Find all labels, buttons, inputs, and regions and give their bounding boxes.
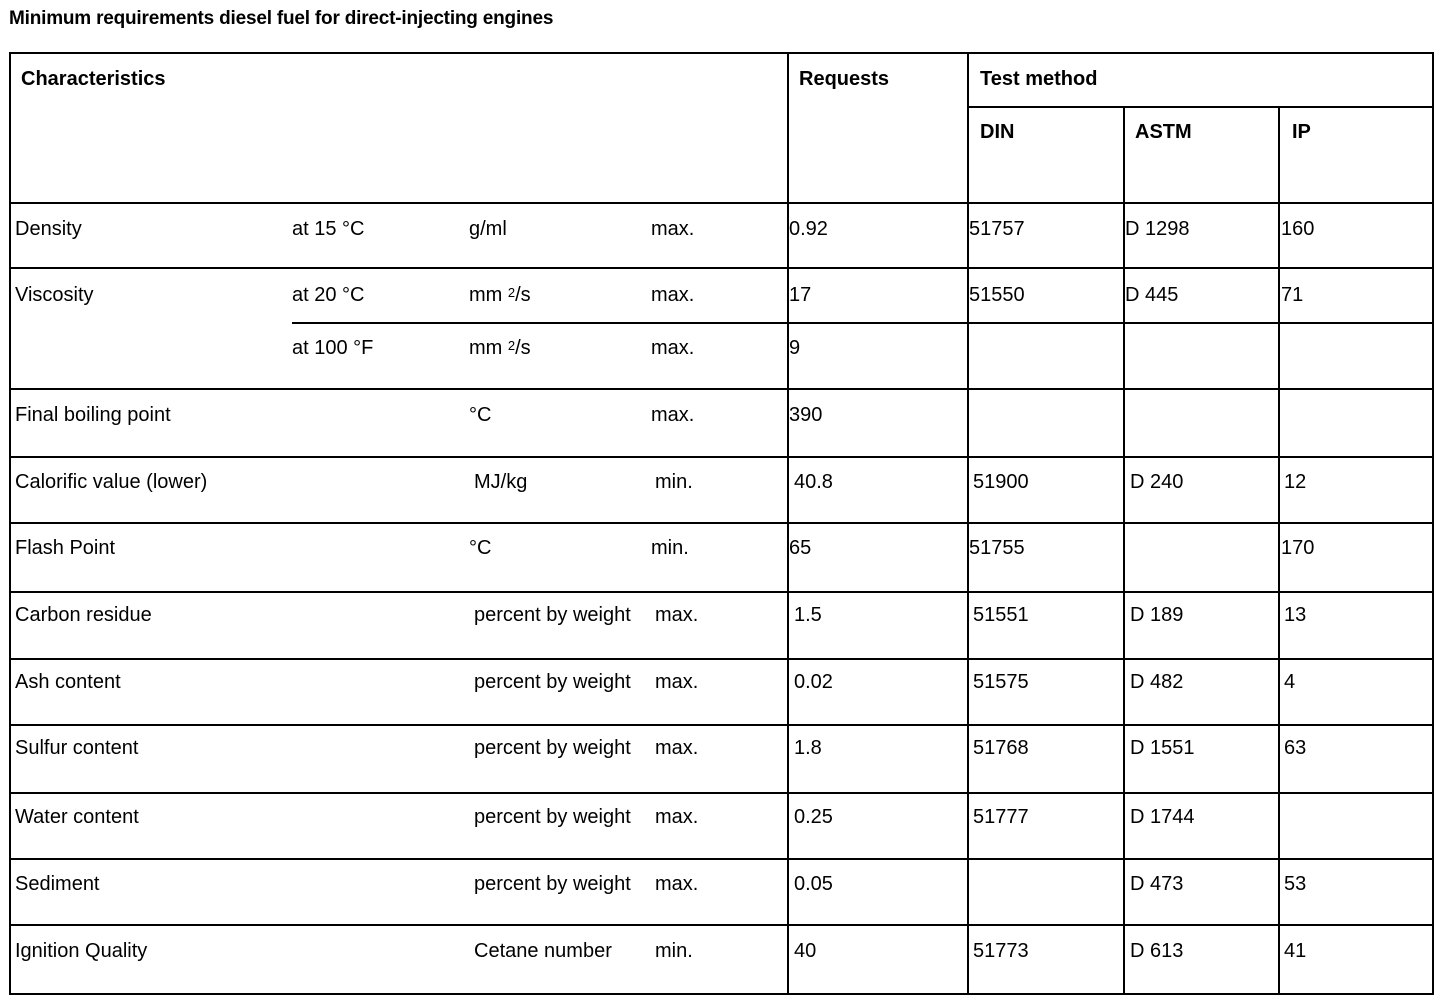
- row-astm: D 482: [1130, 671, 1184, 693]
- row-astm: D 189: [1130, 604, 1184, 626]
- row-name: Carbon residue: [15, 604, 152, 626]
- header-ip: IP: [1292, 121, 1311, 143]
- row-name: Flash Point: [15, 537, 116, 559]
- row-line: [9, 724, 1434, 726]
- row-din: 51551: [973, 604, 1029, 626]
- header-din: DIN: [980, 121, 1015, 143]
- row-unit: percent by weight: [474, 873, 631, 895]
- row-request-value: 1.8: [794, 737, 822, 759]
- header-characteristics: Characteristics: [21, 68, 166, 90]
- document-title: Minimum requirements diesel fuel for direct-injecting engines: [9, 8, 554, 29]
- row-name: Final boiling point: [15, 404, 171, 426]
- row-limit: max.: [651, 218, 695, 240]
- row-din: 51777: [973, 806, 1029, 828]
- row-din: 51755: [969, 537, 1025, 559]
- table-border-right: [1432, 52, 1434, 995]
- row-limit: max.: [651, 284, 695, 306]
- row-request-value: 9: [789, 337, 801, 359]
- row-din: 51773: [973, 940, 1029, 962]
- row-din: 51900: [973, 471, 1029, 493]
- row-request-value: 40.8: [794, 471, 833, 493]
- row-request-value: 0.92: [789, 218, 828, 240]
- row-request-value: 40: [794, 940, 817, 962]
- row-request-value: 0.25: [794, 806, 833, 828]
- row-request-value: 0.02: [794, 671, 833, 693]
- table-border-bottom: [9, 993, 1434, 995]
- row-name: Sediment: [15, 873, 100, 895]
- unit-superscript: 2: [507, 285, 516, 300]
- row-ip: 63: [1284, 737, 1307, 759]
- row-limit: min.: [655, 940, 693, 962]
- row-limit: min.: [651, 537, 689, 559]
- requests-col-line: [787, 52, 789, 995]
- row-line: [9, 658, 1434, 660]
- row-ip: 170: [1281, 537, 1315, 559]
- row-ip: 160: [1281, 218, 1315, 240]
- row-line: [9, 522, 1434, 524]
- row-ip: 41: [1284, 940, 1307, 962]
- row-line: [9, 858, 1434, 860]
- row-condition: at 100 °F: [292, 337, 374, 359]
- row-ip: 13: [1284, 604, 1307, 626]
- row-astm: D 1298: [1125, 218, 1190, 240]
- ip-col-line: [1278, 106, 1280, 995]
- viscosity-sub-line: [292, 322, 1434, 324]
- row-astm: D 240: [1130, 471, 1184, 493]
- row-unit: °C: [469, 537, 492, 559]
- row-limit: max.: [651, 404, 695, 426]
- row-line: [9, 388, 1434, 390]
- row-unit: percent by weight: [474, 604, 631, 626]
- row-astm: D 473: [1130, 873, 1184, 895]
- row-name: Water content: [15, 806, 139, 828]
- row-unit: percent by weight: [474, 737, 631, 759]
- header-test-method: Test method: [980, 68, 1098, 90]
- row-name: Sulfur content: [15, 737, 139, 759]
- row-unit: Cetane number: [474, 940, 612, 962]
- row-name: Ignition Quality: [15, 940, 148, 962]
- row-limit: max.: [655, 873, 699, 895]
- row-line: [9, 267, 1434, 269]
- row-limit: min.: [655, 471, 693, 493]
- row-ip: 12: [1284, 471, 1307, 493]
- row-limit: max.: [655, 737, 699, 759]
- row-unit: mm $^2$/s: [469, 284, 531, 306]
- row-din: 51575: [973, 671, 1029, 693]
- row-name: Viscosity: [15, 284, 94, 306]
- table-border-top: [9, 52, 1434, 54]
- row-din: 51768: [973, 737, 1029, 759]
- row-limit: max.: [655, 671, 699, 693]
- row-unit: MJ/kg: [474, 471, 528, 493]
- row-ip: 4: [1284, 671, 1296, 693]
- row-unit: percent by weight: [474, 806, 631, 828]
- header-requests: Requests: [799, 68, 890, 90]
- row-name: Calorific value (lower): [15, 471, 208, 493]
- row-astm: D 1744: [1130, 806, 1195, 828]
- row-limit: max.: [651, 337, 695, 359]
- row-request-value: 390: [789, 404, 823, 426]
- row-request-value: 65: [789, 537, 812, 559]
- row-astm: D 1551: [1130, 737, 1195, 759]
- row-condition: at 20 °C: [292, 284, 365, 306]
- row-condition: at 15 °C: [292, 218, 365, 240]
- row-line: [9, 792, 1434, 794]
- row-name: Density: [15, 218, 82, 240]
- row-din: 51757: [969, 218, 1025, 240]
- row-request-value: 0.05: [794, 873, 833, 895]
- row-astm: D 445: [1125, 284, 1179, 306]
- row-limit: max.: [655, 806, 699, 828]
- test-method-divider: [967, 106, 1434, 108]
- row-line: [9, 924, 1434, 926]
- row-ip: 71: [1281, 284, 1304, 306]
- row-limit: max.: [655, 604, 699, 626]
- row-line: [9, 591, 1434, 593]
- row-din: 51550: [969, 284, 1025, 306]
- header-bottom-line: [9, 202, 1434, 204]
- row-unit: mm $^2$/s: [469, 337, 531, 359]
- row-request-value: 17: [789, 284, 812, 306]
- row-unit: g/ml: [469, 218, 507, 240]
- din-col-line: [967, 52, 969, 995]
- row-line: [9, 456, 1434, 458]
- unit-superscript: 2: [507, 338, 516, 353]
- row-name: Ash content: [15, 671, 121, 693]
- row-unit: °C: [469, 404, 492, 426]
- row-request-value: 1.5: [794, 604, 822, 626]
- row-ip: 53: [1284, 873, 1307, 895]
- row-astm: D 613: [1130, 940, 1184, 962]
- header-astm: ASTM: [1135, 121, 1192, 143]
- row-unit: percent by weight: [474, 671, 631, 693]
- table-border-left: [9, 52, 11, 995]
